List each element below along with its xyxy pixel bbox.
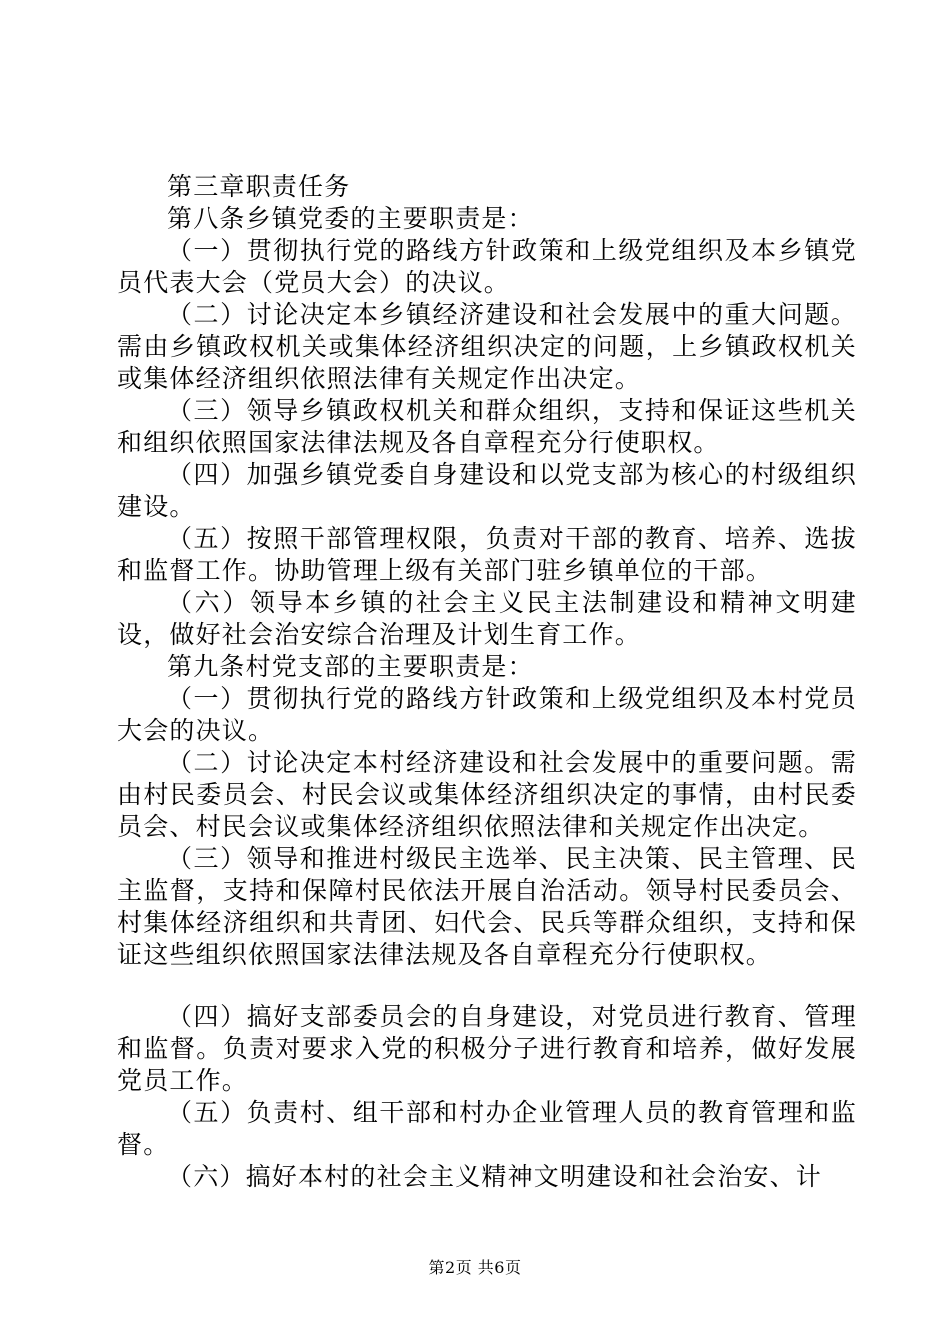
article-8-item-1: （一）贯彻执行党的路线方针政策和上级党组织及本乡镇党员代表大会（党员大会）的决议。 — [117, 236, 857, 297]
article-9-item-6: （六）搞好本村的社会主义精神文明建设和社会治安、计 — [167, 1162, 823, 1191]
document-body — [117, 171, 857, 1193]
page-indicator: 第2页 共6页 — [428, 1258, 522, 1277]
article-9-item-2: （二）讨论决定本村经济建设和社会发展中的重要问题。需由村民委员会、村民会议或集体经济组织决定的事情，由村民委员会、村民会议或集体经济组织依照法律和关规定作出决定。 — [117, 748, 857, 841]
article-8-heading: 第八条乡镇党委的主要职责是： — [167, 204, 534, 233]
article-8-item-2: （二）讨论决定本乡镇经济建设和社会发展中的重大问题。需由乡镇政权机关或集体经济组织决定的问题，上乡镇政权机关或集体经济组织依照法律有关规定作出决定。 — [117, 300, 857, 393]
page-footer — [0, 1258, 950, 1278]
article-9-item-1: （一）贯彻执行党的路线方针政策和上级党组织及本村党员大会的决议。 — [117, 684, 857, 745]
article-8-item-3: （三）领导乡镇政权机关和群众组织，支持和保证这些机关和组织依照国家法律法规及各自章程充分行使职权。 — [117, 396, 857, 457]
article-9-heading: 第九条村党支部的主要职责是： — [167, 652, 534, 681]
article-8-item-4: （四）加强乡镇党委自身建设和以党支部为核心的村级组织建设。 — [117, 460, 857, 521]
paragraph-gap — [117, 971, 857, 1001]
chapter-heading: 第三章职责任务 — [167, 172, 351, 201]
article-9-item-3: （三）领导和推进村级民主选举、民主决策、民主管理、民主监督，支持和保障村民依法开展自治活动。领导村民委员会、村集体经济组织和共青团、妇代会、民兵等群众组织，支持和保证这些组织依照国家法律法规及各自章程充分行使职权。 — [117, 844, 857, 969]
article-9-item-5: （五）负责村、组干部和村办企业管理人员的教育管理和监督。 — [117, 1098, 857, 1159]
article-8-item-6: （六）领导本乡镇的社会主义民主法制建设和精神文明建设，做好社会治安综合治理及计划生育工作。 — [117, 588, 857, 649]
article-9-item-4: （四）搞好支部委员会的自身建设，对党员进行教育、管理和监督。负责对要求入党的积极分子进行教育和培养，做好发展党员工作。 — [117, 1002, 857, 1095]
article-8-item-5: （五）按照干部管理权限，负责对干部的教育、培养、选拔和监督工作。协助管理上级有关部门驻乡镇单位的干部。 — [117, 524, 857, 585]
